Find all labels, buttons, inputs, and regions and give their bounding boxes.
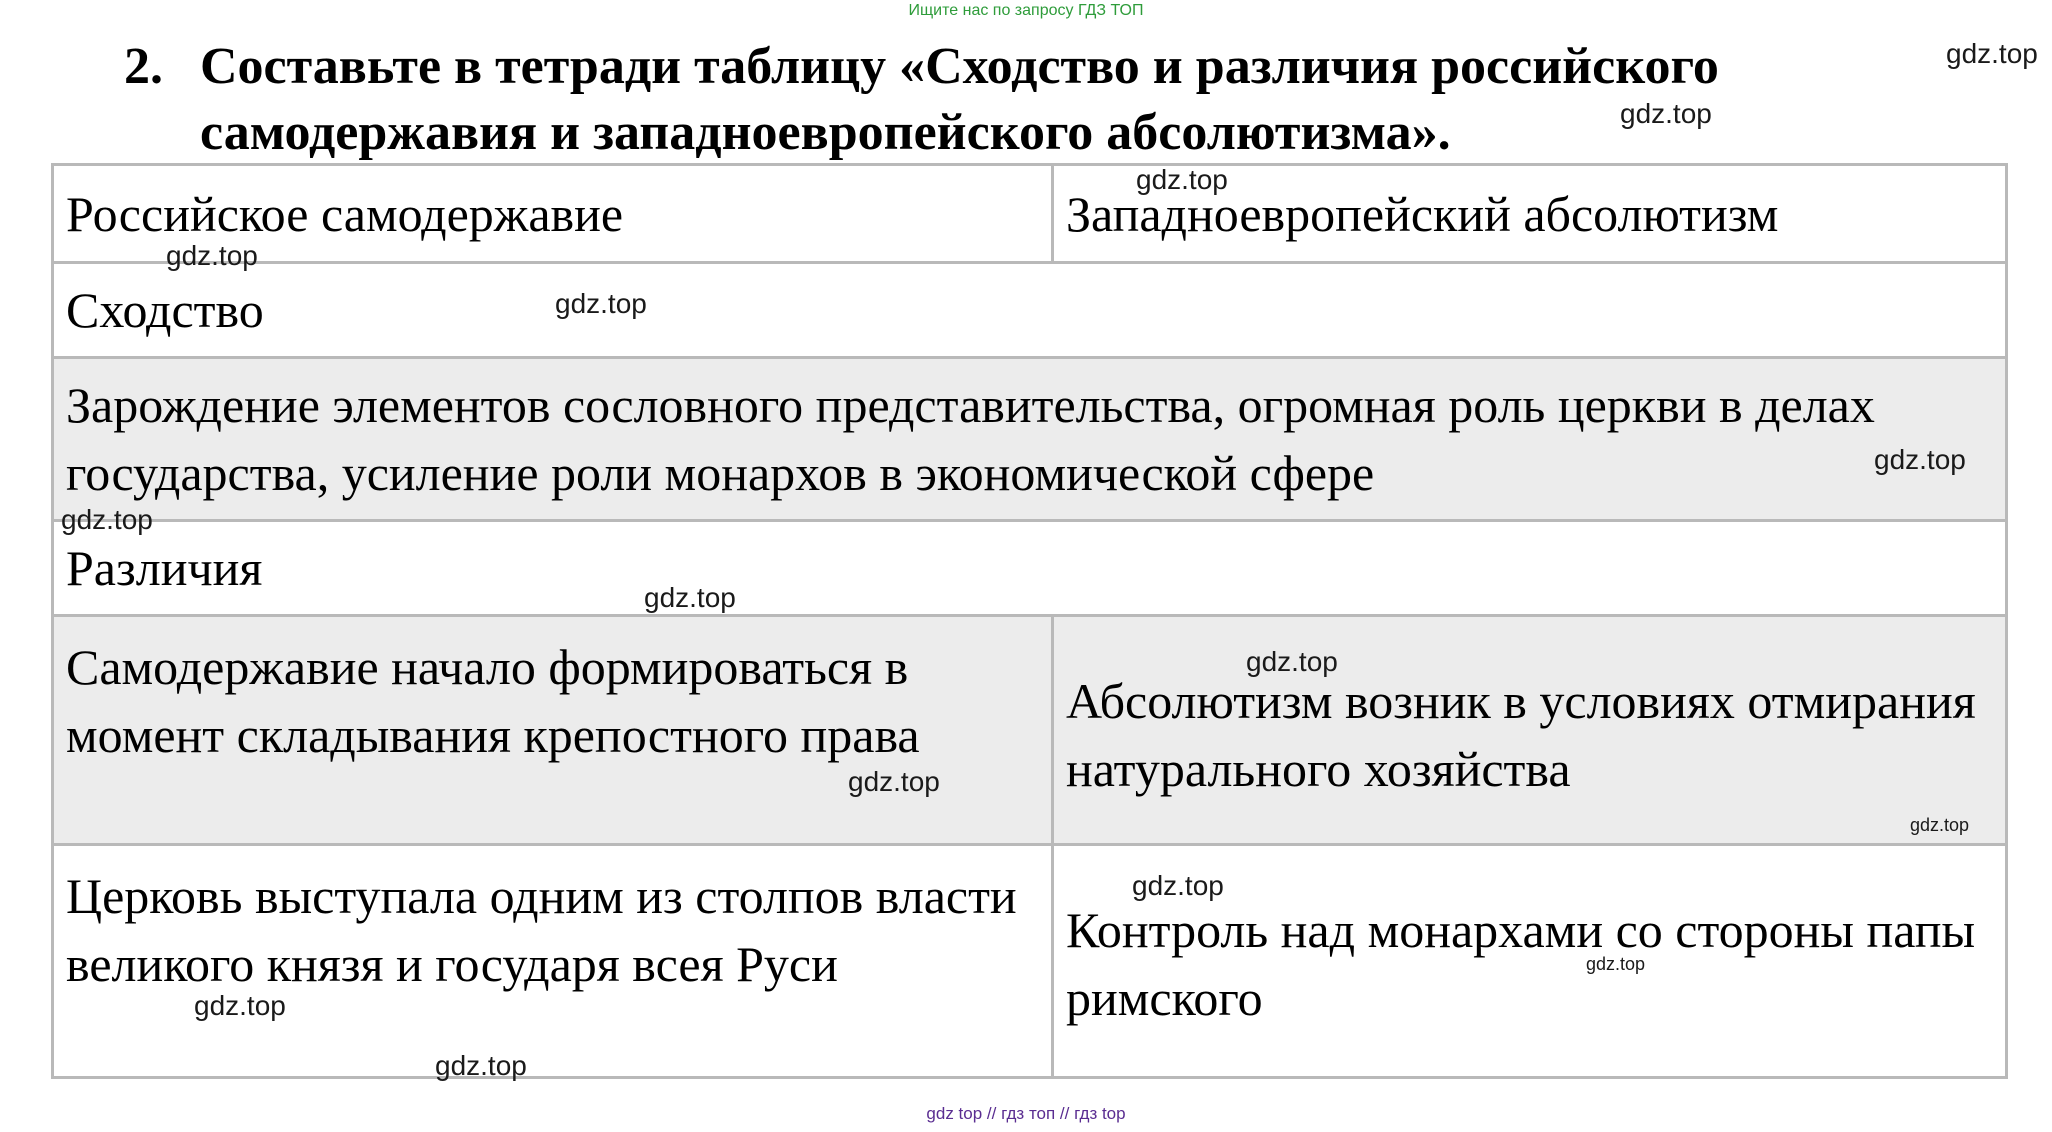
watermark: gdz.top (166, 240, 258, 271)
search-banner: Ищите нас по запросу ГДЗ ТОП (908, 2, 1144, 19)
difference-europe-2: Контроль над монархами со стороны папы римского (1066, 902, 1976, 1026)
watermark: gdz.top (555, 288, 647, 319)
similarity-label: Сходство (66, 282, 264, 338)
watermark: gdz.top (1586, 954, 1646, 974)
watermark: gdz.top (1874, 444, 1966, 475)
header-europe: Западноевропейский абсолютизм (1066, 186, 1779, 242)
watermark: gdz.top (1246, 646, 1338, 677)
differences-label: Различия (66, 540, 263, 596)
watermark: gdz.top (61, 504, 153, 535)
watermark: gdz.top (435, 1050, 527, 1081)
watermark: gdz.top (1946, 38, 2038, 69)
watermark: gdz.top (1132, 870, 1224, 901)
watermark: gdz.top (194, 990, 286, 1021)
watermark: gdz.top (644, 582, 736, 613)
difference-europe-1: Абсолютизм возник в условиях отмирания натурального хозяйства (1054, 617, 2005, 843)
footer-links: gdz top // гдз топ // гдз top (926, 1104, 1126, 1123)
difference-russia-1: Самодержавие начало формироваться в момент складывания крепостного права (54, 617, 1051, 843)
watermark: gdz.top (1620, 98, 1712, 129)
task-number: 2. (124, 38, 163, 95)
watermark: gdz.top (1136, 164, 1228, 195)
header-russia: Российское самодержавие (66, 186, 624, 242)
comparison-table (51, 163, 2008, 1079)
difference-russia-2: Церковь выступала одним из столпов власти великого князя и государя всея Руси (66, 868, 1017, 992)
task-text: Составьте в тетради таблицу «Сходство и различия российского самодержавия и западноевропейского абсолютизма». (200, 38, 1719, 161)
watermark: gdz.top (1910, 815, 1970, 835)
watermark: gdz.top (848, 766, 940, 797)
similarity-text: Зарождение элементов сословного представительства, огромная роль церкви в делах государства, усиление роли монархов в экономической сфере (54, 359, 2005, 519)
